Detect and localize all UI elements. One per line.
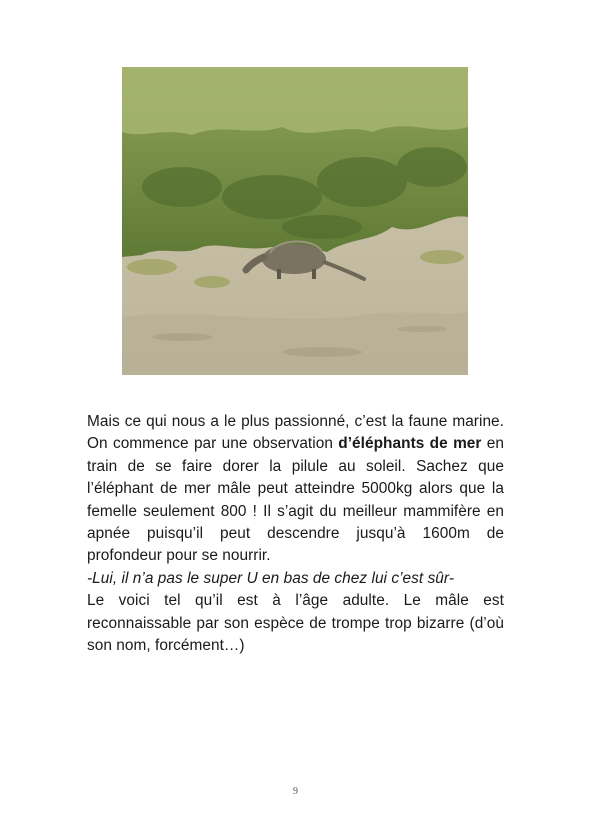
paragraph-elephants-intro <box>87 411 504 568</box>
body-text <box>87 411 504 657</box>
armadillo-photo <box>122 67 468 375</box>
page-number: 9 <box>293 786 298 797</box>
paragraph-text: Mais ce qui nous a le plus passionné, c’est la faune marine. On commence par une observation <box>87 413 504 453</box>
paragraph-adult-male: Le voici tel qu’il est à l’âge adulte. Le mâle est reconnaissable par son espèce de trompe trop bizarre (d’où son nom, forcément…) <box>87 592 504 655</box>
paragraph-text-continued: en train de se faire dorer la pilule au soleil. Sachez que l’éléphant de mer mâle peut atteindre 5000kg alors que la femelle seulement 800 ! Il s’agit du meilleur mammifère en apnée puisqu’il peut descendre jusqu’à 1600m de profondeur pour se nourrir. <box>87 435 504 565</box>
aside-remark: -Lui, il n’a pas le super U en bas de chez lui c’est sûr- <box>87 569 454 587</box>
bold-term: d’éléphants de mer <box>338 435 482 453</box>
